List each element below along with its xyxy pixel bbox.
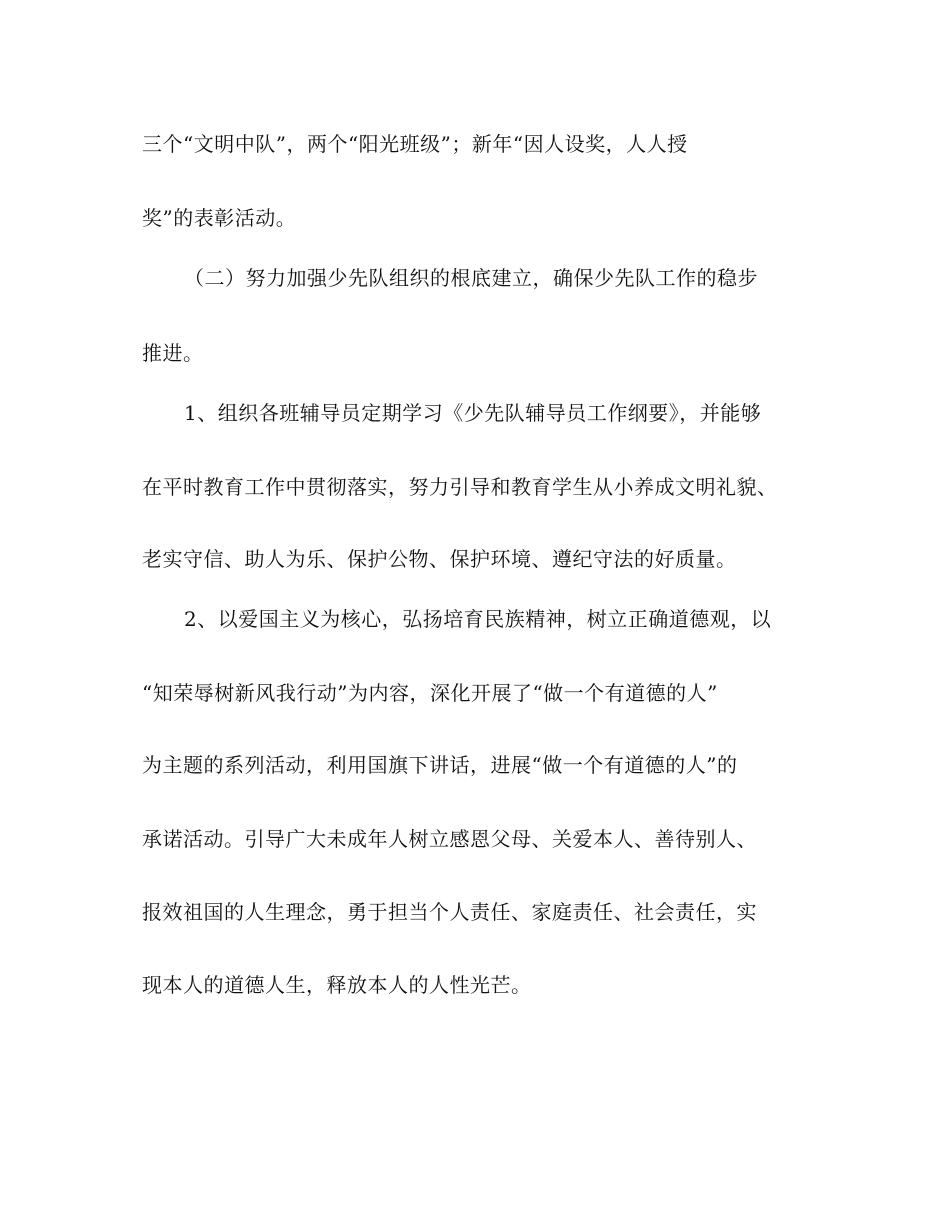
- list-item-2: 2、以爱国主义为核心，弘扬培育民族精神，树立正确道德观，以: [184, 607, 772, 631]
- text-line-9: “知荣辱树新风我行动”为内容，深化开展了“做一个有道德的人”: [142, 681, 718, 705]
- text-line-4: 推进。: [142, 341, 204, 365]
- text-line-12: 报效祖国的人生理念，勇于担当个人责任、家庭责任、社会责任，实: [142, 900, 757, 924]
- text-line-10: 为主题的系列活动，利用国旗下讲话，进展“做一个有道德的人”的: [142, 753, 738, 777]
- list-item-1: 1、组织各班辅导员定期学习《少先队辅导员工作纲要》，并能够: [184, 401, 762, 425]
- section-heading-2: （二）努力加强少先队组织的根底建立，确保少先队工作的稳步: [184, 266, 758, 290]
- text-line-13: 现本人的道德人生，释放本人的人性光芒。: [142, 973, 532, 997]
- text-line-2: 奖”的表彰活动。: [142, 206, 297, 230]
- text-line-6: 在平时教育工作中贯彻落实，努力引导和教育学生从小养成文明礼貌、: [142, 475, 778, 499]
- text-line-7: 老实守信、助人为乐、保护公物、保护环境、遵纪守法的好质量。: [142, 547, 737, 571]
- text-line-1: 三个“文明中队”，两个“阳光班级”；新年“因人设奖，人人授: [142, 132, 688, 156]
- text-line-11: 承诺活动。引导广大未成年人树立感恩父母、关爱本人、善待别人、: [142, 827, 757, 851]
